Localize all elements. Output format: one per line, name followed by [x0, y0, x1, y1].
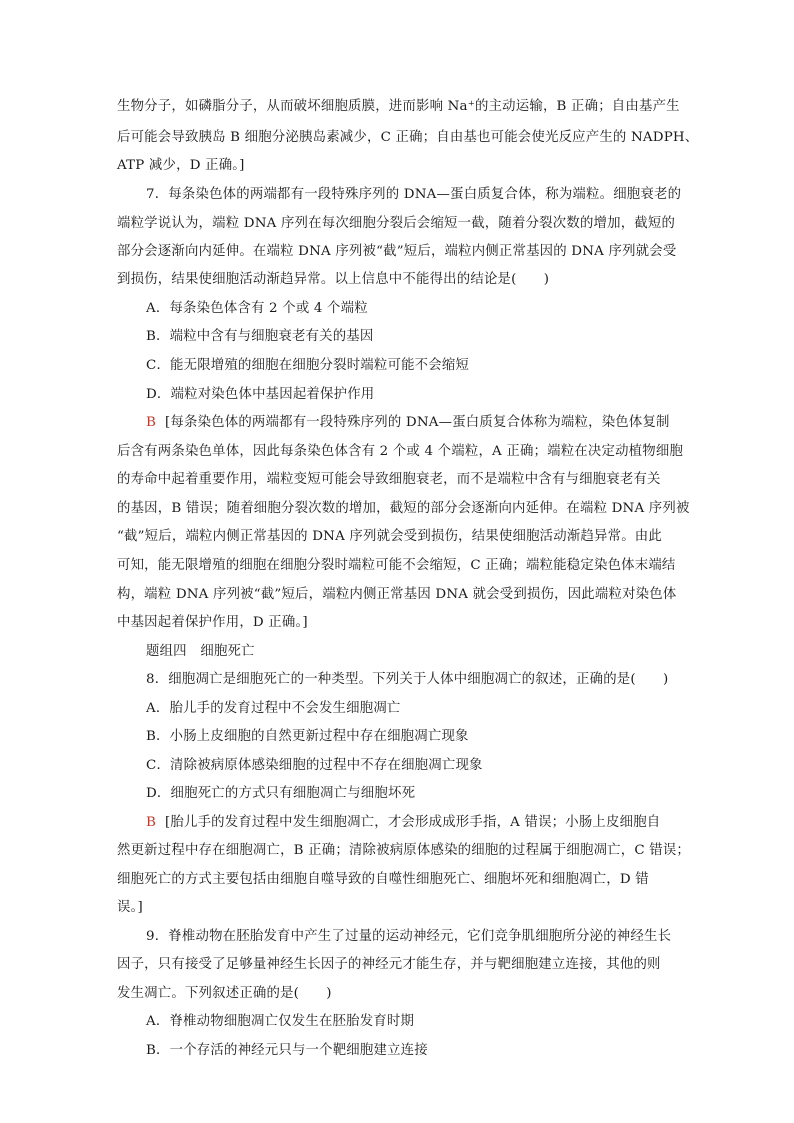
q8-explanation-line — [146, 811, 660, 830]
q9-stem-line: 9．脊椎动物在胚胎发育中产生了过量的运动神经元，它们竞争肌细胞所分泌的神经生长 — [146, 929, 672, 944]
q7-explanation-line: 构，端粒 DNA 序列被“截”短后，端粒内侧正常基因 DNA 就会受到损伤，因此端粒对染色体 — [117, 587, 677, 602]
q8-answer-letter: B — [146, 815, 157, 830]
q9-stem-line: 发生凋亡。下列叙述正确的是( ) — [117, 986, 332, 1001]
q7-explanation-line: 的寿命中起着重要作用，端粒变短可能会导致细胞衰老，而不是端粒中含有与细胞衰老有关 — [117, 472, 661, 487]
q7-explanation-line: 后含有两条染色单体，因此每条染色体含有 2 个或 4 个端粒，A 正确；端粒在决定动植物细胞 — [117, 444, 684, 459]
q7-stem-line: 部分会逐渐向内延伸。在端粒 DNA 序列被“截”短后，端粒内侧正常基因的 DNA 序列就会受 — [117, 244, 677, 259]
q7-option-a: A．每条染色体含有 2 个或 4 个端粒 — [146, 301, 368, 316]
q7-stem-line: 7．每条染色体的两端都有一段特殊序列的 DNA—蛋白质复合体，称为端粒。细胞衰老的 — [146, 187, 682, 202]
q8-explanation-line: 然更新过程中存在细胞凋亡，B 正确；清除被病原体感染的细胞的过程属于细胞凋亡，C 错误； — [117, 843, 691, 858]
q7-explanation-line — [146, 411, 670, 430]
continuation-line: ATP 减少，D 正确。] — [117, 158, 245, 173]
q7-option-b: B．端粒中含有与细胞衰老有关的基因 — [146, 329, 374, 344]
q9-option-a: A．脊椎动物细胞凋亡仅发生在胚胎发育时期 — [146, 1014, 415, 1029]
q7-explanation-line: 可知，能无限增殖的细胞在细胞分裂时端粒可能不会缩短，C 正确；端粒能稳定染色体末端结 — [117, 558, 676, 573]
continuation-line: 后可能会导致胰岛 B 细胞分泌胰岛素减少，C 正确；自由基也可能会使光反应产生的 NADPH、 — [117, 130, 699, 145]
q8-option-a: A．胎儿手的发育过程中不会发生细胞凋亡 — [146, 701, 401, 716]
q7-explanation-text: [每条染色体的两端都有一段特殊序列的 DNA—蛋白质复合体称为端粒，染色体复制 — [164, 415, 670, 430]
q8-option-d: D．细胞死亡的方式只有细胞凋亡与细胞坏死 — [146, 786, 416, 801]
q7-stem-line: 端粒学说认为，端粒 DNA 序列在每次细胞分裂后会缩短一截，随着分裂次数的增加，截短的 — [117, 216, 676, 231]
q8-explanation-text: [胎儿手的发育过程中发生细胞凋亡，才会形成成形手指，A 错误；小肠上皮细胞自 — [164, 815, 661, 830]
q7-explanation-line: 的基因，B 错误；随着细胞分裂次数的增加，截短的部分会逐渐向内延伸。在端粒 DNA 序列被 — [117, 501, 690, 516]
q7-explanation-line: 中基因起着保护作用，D 正确。] — [117, 615, 308, 630]
q7-option-c: C．能无限增殖的细胞在细胞分裂时端粒可能不会缩短 — [146, 358, 470, 373]
q7-option-d: D．端粒对染色体中基因起着保护作用 — [146, 387, 375, 402]
q8-stem-line: 8．细胞凋亡是细胞死亡的一种类型。下列关于人体中细胞凋亡的叙述，正确的是( ) — [146, 672, 669, 687]
q7-explanation-line: “截”短后，端粒内侧正常基因的 DNA 序列就会受到损伤，结果使细胞活动渐趋异常。由此 — [117, 529, 662, 544]
q9-option-b: B．一个存活的神经元只与一个靶细胞建立连接 — [146, 1043, 428, 1058]
q8-explanation-line: 误。] — [117, 900, 143, 915]
q7-answer-letter: B — [146, 415, 157, 430]
q8-option-b: B．小肠上皮细胞的自然更新过程中存在细胞凋亡现象 — [146, 729, 469, 744]
continuation-line: 生物分子，如磷脂分子，从而破坏细胞质膜，进而影响 Na⁺的主动运输，B 正确；自由基产生 — [117, 99, 680, 114]
q9-stem-line: 因子，只有接受了足够量神经生长因子的神经元才能生存，并与靶细胞建立连接，其他的则 — [117, 957, 661, 972]
q8-option-c: C．清除被病原体感染细胞的过程中不存在细胞凋亡现象 — [146, 758, 483, 773]
section-title: 题组四 细胞死亡 — [146, 644, 255, 659]
q8-explanation-line: 细胞死亡的方式主要包括由细胞自噬导致的自噬性细胞死亡、细胞坏死和细胞凋亡，D 错 — [117, 872, 649, 887]
q7-stem-line: 到损伤，结果使细胞活动渐趋异常。以上信息中不能得出的结论是( ) — [117, 272, 550, 287]
